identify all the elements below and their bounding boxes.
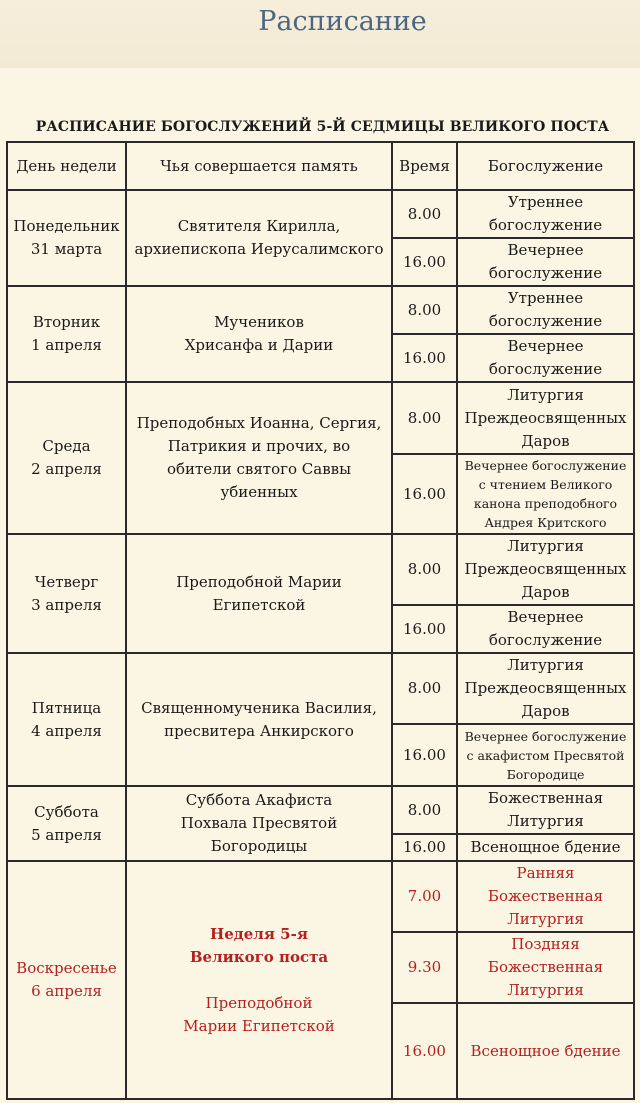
table-row [7,286,634,334]
service-cell [457,861,634,932]
time-cell: 16.00 [392,724,457,786]
service-line: Вечернее [507,337,584,355]
day-date: 4 апреля [31,721,102,740]
day-date: 1 апреля [31,336,102,354]
header-memory: Чья совершается память [126,142,392,190]
day-name: Вторник [32,313,101,331]
memory-cell [126,382,392,534]
service-line: Литургия [507,981,584,999]
memory-line: обители святого Саввы [166,460,352,478]
memory-line: Патрикия и прочих, во [167,437,351,455]
service-line: богослужение [488,264,603,282]
day-cell [7,786,126,861]
service-line: Даров [521,583,570,601]
service-cell [457,454,634,534]
time-cell: 16.00 [392,1003,457,1099]
day-name: Воскресенье [16,959,117,977]
service-line: Даров [521,702,570,720]
day-cell [7,286,126,382]
table-row [7,534,634,605]
service-line: Андрея Критского [484,515,607,530]
service-line: Богородице [506,766,585,782]
service-line: с чтением Великого [478,477,613,492]
service-line: богослужение [488,631,603,649]
memory-line: Похвала Пресвятой [180,814,338,832]
day-date: 5 апреля [31,825,102,844]
table-row [7,786,634,834]
memory-line: убиенных [220,483,298,501]
memory-line: Марии Египетской [183,1016,335,1035]
service-line: богослужение [488,360,603,378]
service-line: Даров [521,431,570,450]
feast-title: Неделя 5-я [210,924,308,943]
memory-line: Мучеников [214,313,304,331]
service-line: Вечернее богослужение [464,728,627,744]
day-cell [7,653,126,786]
time-cell: 16.00 [392,334,457,382]
time-cell: 8.00 [392,786,457,834]
time-cell: 8.00 [392,534,457,605]
day-name: Суббота [34,802,99,821]
memory-cell [126,534,392,653]
day-date: 6 апреля [31,982,102,1000]
feast-title: Великого поста [189,947,329,966]
schedule-table [6,141,635,1100]
service-cell [457,238,634,286]
service-line: Вечернее [507,241,584,259]
service-line: Литургия [507,656,584,674]
memory-line: Египетской [212,595,306,614]
day-cell [7,534,126,653]
service-line: Вечернее богослужение [464,458,627,473]
day-date: 3 апреля [31,595,102,614]
service-line: Божественная [487,789,604,807]
service-line: Литургия [507,910,584,928]
service-line: богослужение [488,312,603,330]
memory-cell [126,286,392,382]
memory-line: Богородицы [210,837,308,855]
page-title: Расписание [258,6,427,37]
service-line: Преждеосвященных [464,679,627,697]
service-cell [457,932,634,1003]
service-cell [457,382,634,454]
memory-cell [126,653,392,786]
service-cell [457,834,634,861]
memory-line: Хрисанфа и Дарии [184,336,334,354]
memory-line: Преподобной Марии [176,572,342,591]
header-time: Время [392,142,457,190]
service-line: Утреннее [507,193,584,211]
header-day: День недели [7,142,126,190]
service-line: Литургия [507,812,584,830]
day-date: 2 апреля [31,460,102,478]
service-line: Всенощное бдение [470,838,621,856]
service-cell [457,286,634,334]
service-cell [457,534,634,605]
memory-line: Преподобных Иоанна, Сергия, [136,414,382,432]
time-cell: 8.00 [392,286,457,334]
time-cell: 16.00 [392,605,457,653]
memory-cell [126,190,392,286]
service-line: Божественная [487,958,604,976]
table-row [7,190,634,238]
memory-line: архиепископа Иерусалимского [134,240,384,258]
day-name: Среда [42,437,91,455]
time-cell: 8.00 [392,382,457,454]
day-date: 31 марта [30,240,103,258]
day-cell [7,382,126,534]
service-cell [457,1003,634,1099]
service-line: Литургия [507,537,584,555]
service-cell [457,653,634,724]
memory-line: Священномученика Василия, [141,698,377,717]
service-cell [457,190,634,238]
service-cell [457,786,634,834]
table-row [7,382,634,454]
memory-line: Преподобной [205,993,313,1012]
header-row [7,142,634,190]
spacer [130,969,388,992]
service-line: богослужение [488,216,603,234]
service-line: Поздняя [511,935,580,953]
table-row [7,653,634,724]
time-cell: 16.00 [392,238,457,286]
time-cell: 7.00 [392,861,457,932]
service-line: канона преподобного [473,496,618,511]
day-cell [7,861,126,1099]
service-line: Преждеосвященных [464,560,627,578]
time-cell: 8.00 [392,653,457,724]
day-name: Понедельник [13,217,120,235]
service-cell [457,724,634,786]
service-cell [457,605,634,653]
day-name: Пятница [31,698,102,717]
time-cell: 9.30 [392,932,457,1003]
header-service: Богослужение [457,142,634,190]
service-line: Литургия [507,385,584,404]
time-cell: 16.00 [392,834,457,861]
schedule-title: РАСПИСАНИЕ БОГОСЛУЖЕНИЙ 5-Й СЕДМИЦЫ ВЕЛИКОГО ПОСТА [35,119,610,135]
service-line: Божественная [487,887,604,905]
day-name: Четверг [34,572,99,591]
service-line: с акафистом Пресвятой [466,747,625,763]
service-line: Преждеосвященных [464,408,627,427]
memory-cell [126,861,392,1099]
service-cell [457,334,634,382]
memory-line: Суббота Акафиста [185,791,333,809]
day-cell [7,190,126,286]
time-cell: 8.00 [392,190,457,238]
service-line: Вечернее [507,608,584,626]
service-line: Ранняя [516,864,575,882]
memory-line: Святителя Кирилла, [177,217,341,235]
table-row [7,861,634,932]
service-line: Утреннее [507,289,584,307]
memory-cell [126,786,392,861]
memory-line: пресвитера Анкирского [164,721,354,740]
time-cell: 16.00 [392,454,457,534]
service-line: Всенощное бдение [470,1041,621,1060]
